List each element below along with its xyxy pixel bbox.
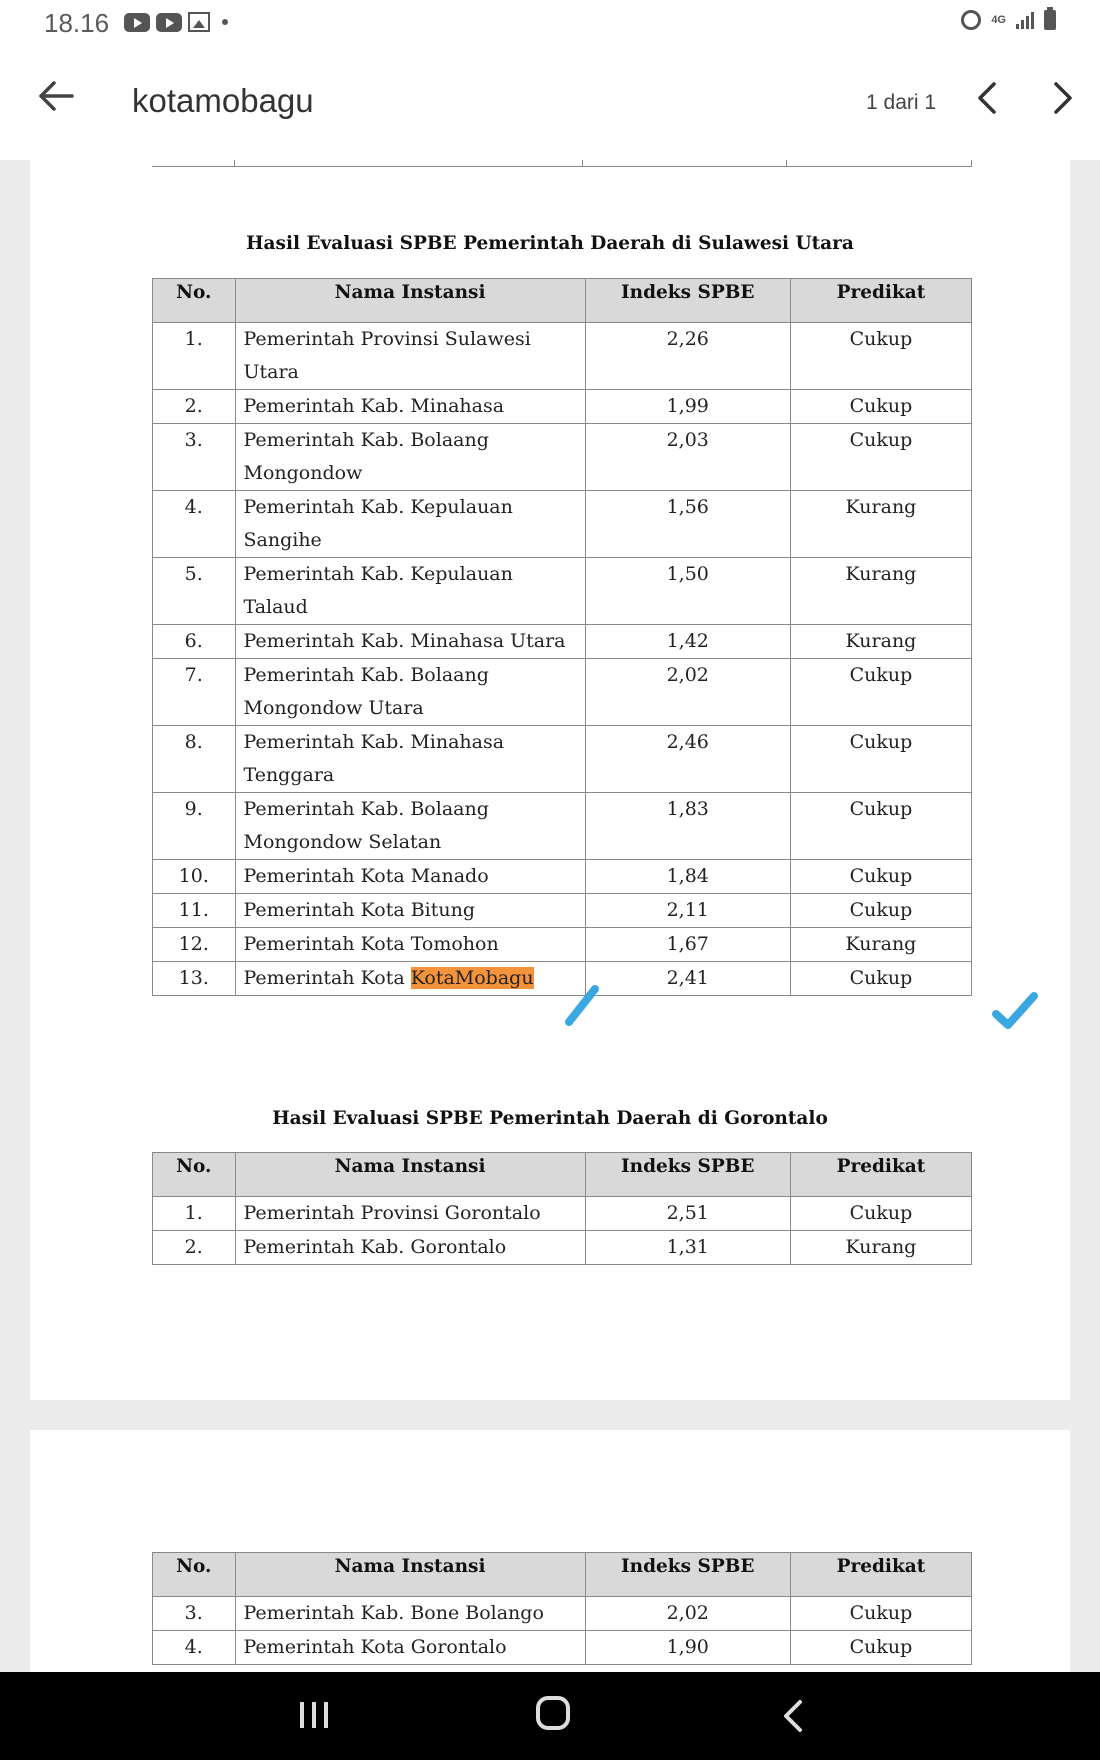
header-predicate: Predikat	[790, 1153, 971, 1197]
cell-predicate: Cukup	[790, 1631, 971, 1665]
header-name: Nama Instansi	[235, 1553, 585, 1597]
search-app-bar	[0, 44, 1100, 160]
youtube-icon	[124, 13, 150, 32]
cell-index: 1,99	[585, 390, 790, 424]
table-row	[153, 860, 972, 894]
cell-no: 6.	[153, 625, 236, 659]
cell-name: Pemerintah Kota Manado	[235, 860, 585, 894]
status-time: 18.16	[44, 8, 110, 38]
cell-predicate: Kurang	[790, 928, 971, 962]
recent-apps-button[interactable]	[298, 1698, 330, 1732]
cell-no: 5.	[153, 558, 236, 625]
cell-name: Pemerintah Kab. Minahasa Utara	[235, 625, 585, 659]
cell-index: 2,51	[585, 1197, 790, 1231]
table-row	[153, 491, 972, 558]
cell-no: 1.	[153, 1197, 236, 1231]
cell-index: 2,03	[585, 424, 790, 491]
cell-predicate: Cukup	[790, 424, 971, 491]
pen-stroke-annotation-icon	[562, 982, 602, 1028]
previous-table-remnant	[152, 160, 972, 167]
table-gorontalo-continued	[152, 1552, 972, 1665]
search-query[interactable]: kotamobagu	[132, 82, 314, 119]
table-header-row	[153, 279, 972, 323]
next-match-button[interactable]	[1042, 78, 1082, 118]
cell-predicate: Cukup	[790, 894, 971, 928]
cell-predicate: Kurang	[790, 1231, 971, 1265]
home-button[interactable]	[536, 1696, 570, 1730]
youtube-icon	[156, 13, 182, 32]
status-bar	[0, 0, 1100, 44]
cell-index: 2,02	[585, 1597, 790, 1631]
cell-predicate: Cukup	[790, 1597, 971, 1631]
cell-name: Pemerintah Kab. Minahasa	[235, 390, 585, 424]
cell-predicate: Cukup	[790, 860, 971, 894]
table-row	[153, 726, 972, 793]
header-name: Nama Instansi	[235, 1153, 585, 1197]
header-predicate: Predikat	[790, 1553, 971, 1597]
cell-no: 12.	[153, 928, 236, 962]
table-title-gorontalo: Hasil Evaluasi SPBE Pemerintah Daerah di Gorontalo	[272, 1108, 828, 1129]
table-row	[153, 659, 972, 726]
cell-index: 2,26	[585, 323, 790, 390]
header-name: Nama Instansi	[235, 279, 585, 323]
alarm-icon	[961, 10, 981, 30]
notification-icons	[124, 12, 228, 32]
network-type: 4G	[991, 13, 1006, 26]
table-header-row	[153, 1153, 972, 1197]
cell-predicate: Kurang	[790, 625, 971, 659]
cell-name: Pemerintah Kab. Gorontalo	[235, 1231, 585, 1265]
cell-name: Pemerintah Kota Bitung	[235, 894, 585, 928]
table-row	[153, 1231, 972, 1265]
header-index: Indeks SPBE	[585, 279, 790, 323]
cell-index: 1,42	[585, 625, 790, 659]
header-no: No.	[153, 1153, 236, 1197]
cell-name: Pemerintah Kota Tomohon	[235, 928, 585, 962]
cell-no: 4.	[153, 1631, 236, 1665]
back-arrow-icon[interactable]	[34, 74, 78, 118]
previous-match-button[interactable]	[968, 78, 1008, 118]
cell-name: Pemerintah Kab. Minahasa Tenggara	[235, 726, 585, 793]
cell-predicate: Cukup	[790, 390, 971, 424]
cell-predicate: Kurang	[790, 491, 971, 558]
cell-index: 2,02	[585, 659, 790, 726]
search-highlight[interactable]: KotaMobagu	[410, 967, 534, 989]
table-row	[153, 558, 972, 625]
cell-name: Pemerintah Provinsi Gorontalo	[235, 1197, 585, 1231]
header-no: No.	[153, 1553, 236, 1597]
cell-index: 2,11	[585, 894, 790, 928]
table-row	[153, 424, 972, 491]
cell-index: 2,41	[585, 962, 790, 996]
cell-name: Pemerintah Kab. Bolaang Mongondow	[235, 424, 585, 491]
cell-name: Pemerintah Provinsi Sulawesi Utara	[235, 323, 585, 390]
cell-index: 1,56	[585, 491, 790, 558]
cell-predicate: Cukup	[790, 962, 971, 996]
header-predicate: Predikat	[790, 279, 971, 323]
cell-predicate: Kurang	[790, 558, 971, 625]
table-gorontalo	[152, 1152, 972, 1265]
cell-name: Pemerintah Kab. Bolaang Mongondow Selatan	[235, 793, 585, 860]
cell-predicate: Cukup	[790, 793, 971, 860]
cell-no: 2.	[153, 390, 236, 424]
match-count: 1 dari 1	[866, 91, 937, 114]
cell-no: 8.	[153, 726, 236, 793]
table-row	[153, 793, 972, 860]
header-index: Indeks SPBE	[585, 1553, 790, 1597]
cell-no: 11.	[153, 894, 236, 928]
table-row	[153, 1597, 972, 1631]
system-icons	[961, 10, 1056, 30]
cell-no: 3.	[153, 424, 236, 491]
cell-predicate: Cukup	[790, 323, 971, 390]
cell-index: 1,67	[585, 928, 790, 962]
cell-index: 2,46	[585, 726, 790, 793]
cell-index: 1,84	[585, 860, 790, 894]
cell-no: 10.	[153, 860, 236, 894]
table-row	[153, 390, 972, 424]
battery-icon	[1044, 10, 1056, 30]
table-row	[153, 625, 972, 659]
table-row	[153, 928, 972, 962]
cell-name: Pemerintah Kab. Bolaang Mongondow Utara	[235, 659, 585, 726]
cell-no: 4.	[153, 491, 236, 558]
cell-name: Pemerintah Kota Gorontalo	[235, 1631, 585, 1665]
cell-no: 2.	[153, 1231, 236, 1265]
header-no: No.	[153, 279, 236, 323]
cell-index: 1,31	[585, 1231, 790, 1265]
signal-icon	[1016, 11, 1034, 29]
system-back-button[interactable]	[776, 1696, 812, 1736]
cell-predicate: Cukup	[790, 726, 971, 793]
gallery-icon	[188, 12, 210, 32]
cell-index: 1,90	[585, 1631, 790, 1665]
cell-no: 1.	[153, 323, 236, 390]
cell-no: 3.	[153, 1597, 236, 1631]
cell-no: 9.	[153, 793, 236, 860]
table-row	[153, 1197, 972, 1231]
table-row	[153, 323, 972, 390]
cell-name-prefix: Pemerintah Kota	[243, 967, 411, 989]
table-title-sulut: Hasil Evaluasi SPBE Pemerintah Daerah di Sulawesi Utara	[246, 233, 854, 254]
cell-no: 7.	[153, 659, 236, 726]
cell-name: Pemerintah Kab. Bone Bolango	[235, 1597, 585, 1631]
cell-index: 1,50	[585, 558, 790, 625]
cell-index: 1,83	[585, 793, 790, 860]
table-sulut	[152, 278, 972, 996]
table-row	[153, 1631, 972, 1665]
cell-predicate: Cukup	[790, 659, 971, 726]
table-row	[153, 894, 972, 928]
cell-name	[235, 962, 585, 996]
cell-no: 13.	[153, 962, 236, 996]
checkmark-annotation-icon	[990, 990, 1040, 1032]
cell-name: Pemerintah Kab. Kepulauan Talaud	[235, 558, 585, 625]
cell-predicate: Cukup	[790, 1197, 971, 1231]
cell-name: Pemerintah Kab. Kepulauan Sangihe	[235, 491, 585, 558]
header-index: Indeks SPBE	[585, 1153, 790, 1197]
more-notifications-dot-icon	[222, 19, 228, 25]
table-header-row	[153, 1553, 972, 1597]
navigation-bar	[0, 1672, 1100, 1760]
